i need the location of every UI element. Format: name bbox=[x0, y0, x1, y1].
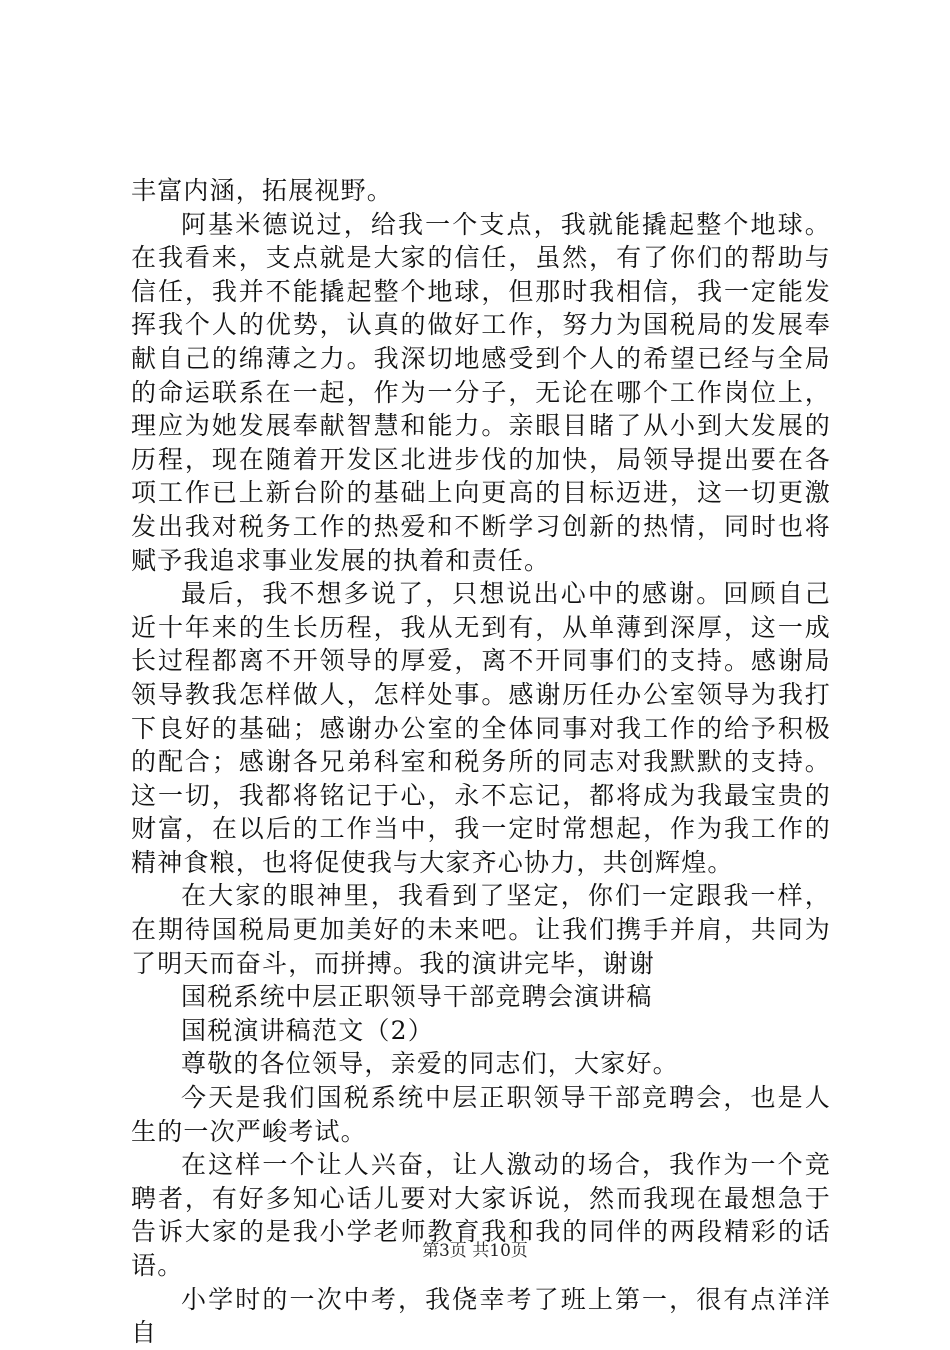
document-body bbox=[131, 174, 831, 1350]
paragraph-9: 在这样一个让人兴奋，让人激动的场合，我作为一个竞聘者，有好多知心话儿要对大家诉说，然而我现在最想急于告诉大家的是我小学老师教育我和我的同伴的两段精彩的话语。 bbox=[131, 1150, 831, 1280]
paragraph-5-title: 国税系统中层正职领导干部竞聘会演讲稿 bbox=[181, 982, 653, 1012]
paragraph-8: 今天是我们国税系统中层正职领导干部竞聘会，也是人生的一次严峻考试。 bbox=[131, 1083, 831, 1146]
paragraph-4: 在大家的眼神里，我看到了坚定，你们一定跟我一样，在期待国税局更加美好的未来吧。让我们携手并肩，共同为了明天而奋斗，而拼搏。我的演讲完毕，谢谢 bbox=[131, 881, 831, 978]
paragraph-1: 丰富内涵，拓展视野。 bbox=[131, 176, 394, 205]
paragraph-10: 小学时的一次中考，我侥幸考了班上第一，很有点洋洋自 bbox=[131, 1284, 831, 1348]
page-footer bbox=[0, 1240, 950, 1262]
paragraph-7-greeting: 尊敬的各位领导，亲爱的同志们，大家好。 bbox=[181, 1049, 679, 1079]
paragraph-3: 最后，我不想多说了，只想说出心中的感谢。回顾自己近十年来的生长历程，我从无到有，从单薄到深厚，这一成长过程都离不开领导的厚爱，离不开同事们的支持。感谢局领导教我怎样做人，怎样处事。感谢历任办公室领导为我打下良好的基础；感谢办公室的全体同事对我工作的给予积极的配合；感谢各兄弟科室和税务所的同志对我默默的支持。这一切，我都将铭记于心，永不忘记，都将成为我最宝贵的财富，在以后的工作当中，我一定时常想起，作为我工作的精神食粮，也将促使我与大家齐心协力，共创辉煌。 bbox=[131, 579, 831, 877]
paragraph-2: 阿基米德说过，给我一个支点，我就能撬起整个地球。在我看来，支点就是大家的信任，虽然，有了你们的帮助与信任，我并不能撬起整个地球，但那时我相信，我一定能发挥我个人的优势，认真的做好工作，努力为国税局的发展奉献自己的绵薄之力。我深切地感受到个人的希望已经与全局的命运联系在一起，作为一分子，无论在哪个工作岗位上，理应为她发展奉献智慧和能力。亲眼目睹了从小到大发展的历程，现在随着开发区北进步伐的加快，局领导提出要在各项工作已上新台阶的基础上向更高的目标迈进，这一切更激发出我对税务工作的热爱和不断学习创新的热情，同时也将赋予我追求事业发展的执着和责任。 bbox=[131, 209, 831, 575]
paragraph-6-heading: 国税演讲稿范文（2） bbox=[181, 1015, 434, 1045]
page-number-label: 第3页 共10页 bbox=[422, 1241, 528, 1261]
